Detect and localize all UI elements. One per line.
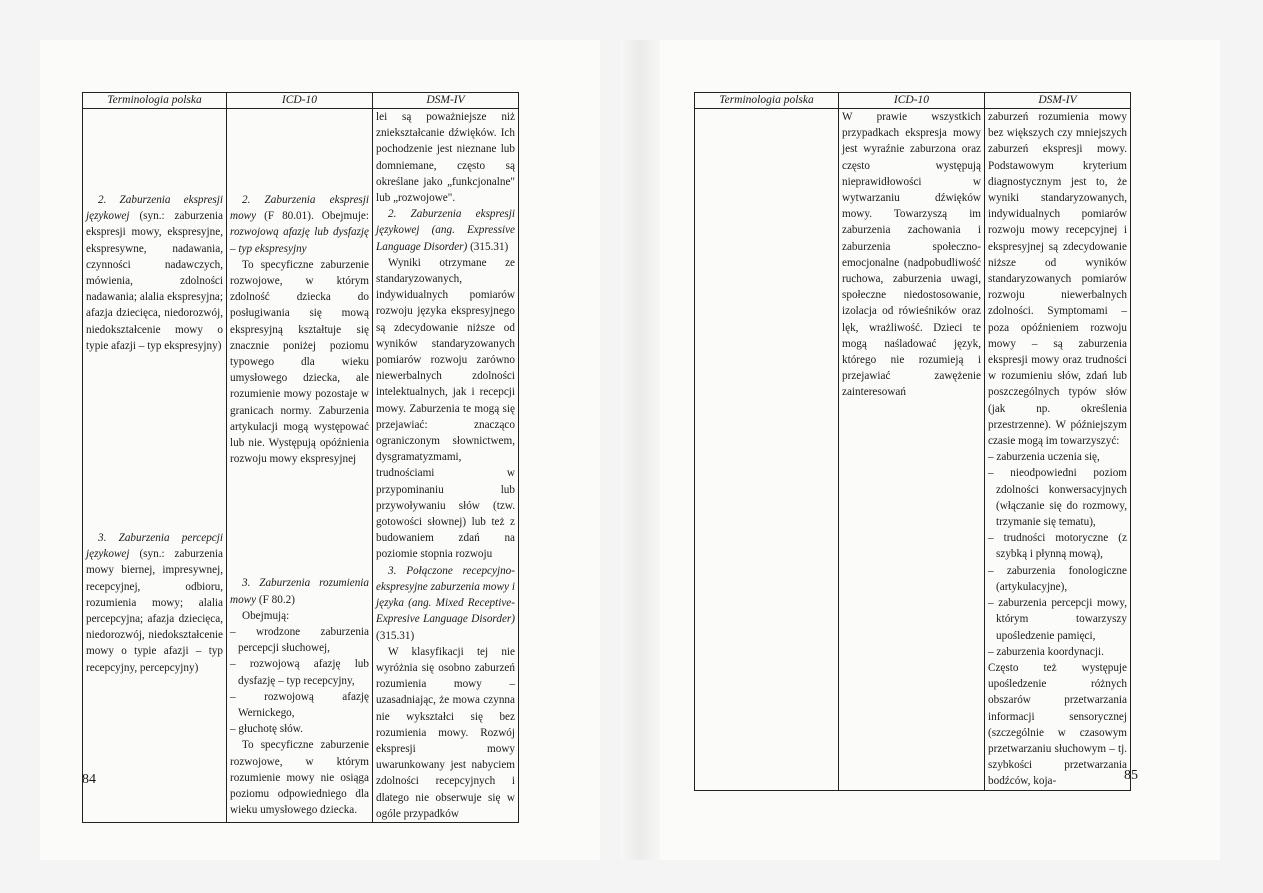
section-3-polish — [86, 530, 223, 676]
cell-dsm4 — [373, 109, 519, 823]
section-code: (F 80.01). Obejmuje: — [264, 210, 370, 223]
list-item: – zaburzenia uczenia się, — [988, 451, 1100, 464]
cell-polish-terminology — [83, 109, 227, 823]
cell-icd10 — [839, 109, 985, 791]
section-3-icd10 — [230, 575, 369, 607]
list-item: – zaburzenia koordynacji. — [988, 645, 1104, 658]
list-item: – rozwojową afazję Wernickego, — [230, 690, 369, 720]
list-item: – głuchotę słów. — [230, 723, 303, 736]
list-item: – wrodzone zaburzenia percepcji słuchowej, — [230, 626, 369, 655]
list-item: – zaburzenia fonologiczne (artykulacyjne), — [988, 564, 1127, 593]
page-number: 84 — [82, 772, 96, 787]
section-title: 2. Zaburzenia ekspresji mowy — [230, 194, 369, 223]
header-dsm4: DSM-IV — [373, 93, 519, 109]
section-code: (F 80.2) — [258, 593, 295, 606]
header-dsm4: DSM-IV — [985, 93, 1131, 109]
section-body: Często też występuje upośledzenie różnych obszarów przetwarzania informacji sensorycznej (szczególnie w czasowym przetwarzaniu słuchowym – tj. szybkości przetwarzania bodźców, koja- — [988, 661, 1127, 788]
section-body: To specyficzne zaburzenie rozwojowe, w którym rozumienie mowy nie osiąga poziomu odpowiedniego dla wieku umysłowego dziecka. — [230, 739, 369, 817]
continued-paragraph: lei są poważniejsze niż zniekształcanie dźwięków. Ich pochodzenie jest nieznane lub domniemane, często są określane jako „funkcjonalne" lub „rozwojowe". — [376, 111, 515, 205]
list-item: – trudności motoryczne (z szybką i płynną mową), — [988, 532, 1127, 561]
header-polish-terminology: Terminologia polska — [695, 93, 839, 109]
cell-polish-terminology — [695, 109, 839, 791]
section-inclusion: rozwojową afazję lub dysfazję – typ ekspresyjny — [230, 226, 369, 255]
section-body: To specyficzne zaburzenie rozwojowe, w którym zdolność dziecka do posługiwania się mową ekspresyjną kształtuje się znacznie poniżej poziomu typowego dla wieku umysłowego dziecka, ale rozumienie mowy pozostaje w granicach normy. Zaburzenia artykulacji mogą występować lub nie. Występują opóźnienia rozwoju mowy ekspresyjnej — [230, 258, 369, 466]
section-title: 3. Połączone recepcyjno-ekspresyjne zaburzenia mowy i języka — [376, 564, 515, 610]
table-header-row — [83, 93, 519, 109]
list-item: – nieodpowiedni poziom zdolności konwersacyjnych (włączanie się do rozmowy, trzymanie się tematu), — [988, 467, 1127, 529]
left-page — [40, 40, 600, 860]
cell-dsm4 — [985, 109, 1131, 791]
terminology-table-right — [694, 92, 1131, 791]
continued-paragraph: zaburzeń rozumienia mowy bez większych czy mniejszych zaburzeń ekspresji mowy. Podstawowym kryterium diagnostycznym jest to, że wyniki standaryzowanych, indywidualnych pomiarów rozwoju mowy recepcyjnej i ekspresyjnej są zdecydowanie niższe od wyników standaryzowanych pomiarów rozwoju niewerbalnych zdolności. Symptomami – poza opóźnieniem rozwoju mowy – są zaburzenia ekspresji mowy oraz trudności w rozumieniu słów, zdań lub poszczególnych typów słów (jak np. określenia przestrzenne). W późniejszym czasie mogą im towarzyszyć: — [988, 111, 1127, 448]
section-english: (ang. Mixed Receptive-Expresive Language Disorder) — [376, 597, 515, 626]
section-title: 3. Zaburzenia percepcji językowej — [86, 532, 223, 561]
section-english: (ang. Expressive Language Disorder) — [376, 224, 515, 253]
section-body: W klasyfikacji tej nie wyróżnia się osobno zaburzeń rozumienia mowy – uzasadniając, że mowa czynna nie wykształci się bez rozumienia mowy. Rozwój ekspresji mowy uwarunkowany jest nabyciem zdolności recepcyjnych i dlatego nie obserwuje się w ogóle przypadków — [376, 645, 515, 820]
section-code: (315.31) — [470, 240, 509, 253]
section-body: (syn.: zaburzenia mowy biernej, impresywnej, recepcyjnej, odbioru, rozumienia mowy; alalia percepcyjna; afazja dziecięca, niedorozwój, niedokształcenie mowy o typie afazji – typ recepcyjny, percepcyjny) — [86, 548, 223, 674]
section-2-dsm4 — [376, 206, 515, 255]
section-title: 2. Zaburzenia ekspresji językowej — [86, 194, 223, 223]
section-title: 3. Zaburzenia rozumienia mowy — [230, 577, 369, 606]
continued-paragraph: W prawie wszystkich przypadkach ekspresja mowy jest wyraźnie zaburzona oraz często występują nieprawidłowości w wytwarzaniu dźwięków mowy. Towarzyszą im zaburzenia zachowania i zaburzenia społeczno-emocjonalne (nadpobudliwość ruchowa, zaburzenia uwagi, społeczne niedostosowanie, izolacja od rówieśników oraz lęk, wrażliwość. Dzieci te mogą naśladować język, którego nie rozumieją i przejawiać zawężenie zainteresowań — [842, 111, 981, 399]
section-3-dsm4 — [376, 563, 515, 644]
right-page — [660, 40, 1220, 860]
book-gutter — [620, 40, 660, 860]
section-2-polish — [86, 192, 223, 354]
table-body-row — [83, 109, 519, 823]
list-item: – zaburzenia percepcji mowy, którym towarzyszy upośledzenie pamięci, — [988, 597, 1127, 642]
cell-icd10 — [227, 109, 373, 823]
header-icd10: ICD-10 — [227, 93, 373, 109]
page-number: 85 — [1124, 768, 1138, 783]
section-body: Wyniki otrzymane ze standaryzowanych, indywidualnych pomiarów rozwoju języka ekspresyjnego są zdecydowanie niższe od wyników standaryzowanych pomiarów rozwoju zarówno niewerbalnych zdolności intelektualnych, jak i recepcji mowy. Zaburzenia te mogą się przejawiać: znacząco ograniczonym słownictwem, dysgramatyzmami, trudnościami w przypominaniu lub przywoływaniu słów (tzw. gotowości słownej) lub też z budowaniem zdań na poziomie stopnia rozwoju — [376, 256, 515, 561]
section-body: (syn.: zaburzenia ekspresji mowy, ekspresyjne, ekspresywne, nadawania, czynności nadawczych, mówienia, zdolności nadawania; alalia ekspresyjna; afazja dziecięca, niedorozwój, niedokształcenie mowy o typie afazji – typ ekspresyjny) — [86, 210, 223, 352]
table-body-row — [695, 109, 1131, 791]
list-item: – rozwojową afazję lub dysfazję – typ recepcyjny, — [230, 658, 369, 687]
section-code: (315.31) — [376, 629, 415, 642]
table-header-row — [695, 93, 1131, 109]
inclusion-label: Obejmują: — [242, 609, 290, 622]
section-2-icd10 — [230, 192, 369, 257]
terminology-table-left — [82, 92, 519, 823]
section-title: 2. Zaburzenia ekspresji językowej — [376, 208, 515, 237]
header-icd10: ICD-10 — [839, 93, 985, 109]
header-polish-terminology: Terminologia polska — [83, 93, 227, 109]
